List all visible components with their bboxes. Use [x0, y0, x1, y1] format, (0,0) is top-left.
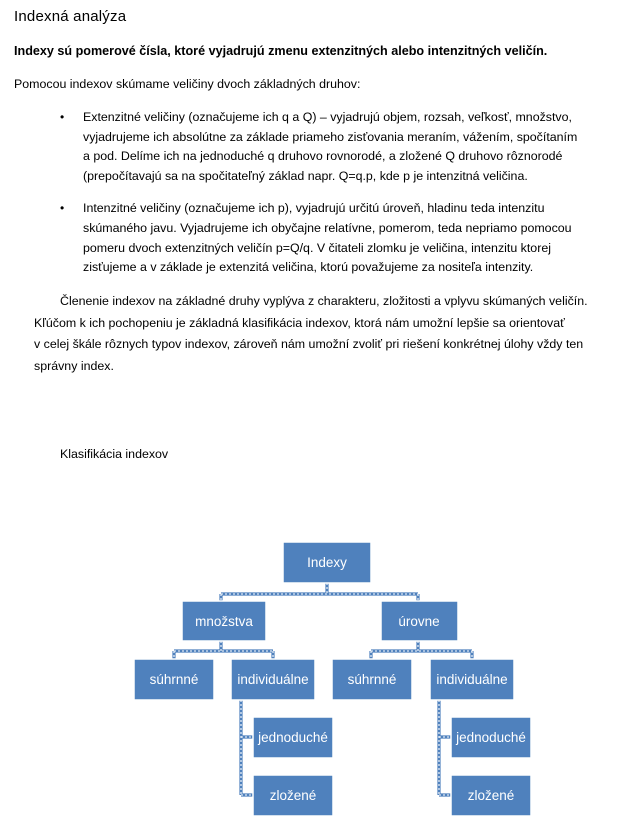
- node-urovne: [381, 601, 458, 641]
- node-label: jednoduché: [456, 730, 526, 745]
- bullet-line: vyjadrujeme ich absolútne za základe priameho zisťovania meraním, vážením, spočítaním: [83, 129, 578, 144]
- paragraph-line: Členenie indexov na základné druhy vyplýva z charakteru, zložitosti a vplyvu skúmaných veličín.: [60, 294, 588, 308]
- definition-text: Indexy sú pomerové čísla, ktoré vyjadrujú zmenu extenzitných alebo intenzitných veličín.: [14, 44, 548, 58]
- paragraph-line: v celej škále rôznych typov indexov, zároveň nám umožní zvoliť pri riešení konkrétnej úlohy vždy ten: [34, 337, 584, 351]
- node-label: zložené: [269, 788, 317, 803]
- bullet-marker: •: [60, 110, 65, 124]
- node-individualne-mnozstva: [231, 659, 315, 700]
- node-zlozene-urovne: [451, 775, 531, 816]
- node-jednoduche-mnozstva: [253, 717, 333, 758]
- page-title: Indexná analýza: [14, 8, 127, 25]
- node-mnozstva: [182, 601, 266, 641]
- node-indexy: [283, 542, 371, 583]
- paragraph-line: Kľúčom k ich pochopeniu je základná klasifikácia indexov, ktorá nám umožní lepšie sa orientovať: [34, 315, 565, 330]
- bullet-line: pomeru dvoch extenzitných veličín p=Q/q. V čitateli zlomku je veličina, intenzitu ktorej: [83, 240, 551, 255]
- bullet-line: Intenzitné veličiny (označujeme ich p), vyjadrujú určitú úroveň, hladinu teda intenzitu: [83, 201, 545, 216]
- node-jednoduche-urovne: [451, 717, 531, 758]
- node-label: individuálne: [436, 672, 508, 687]
- node-label: úrovne: [398, 614, 440, 629]
- bullet-line: skúmaného javu. Vyjadrujeme ich obyčajne relatívne, pomerom, teda nepriamo pomocou: [83, 220, 572, 235]
- bullet-marker: •: [60, 201, 65, 216]
- node-label: individuálne: [237, 672, 309, 687]
- node-suhrnne-mnozstva: [134, 659, 214, 700]
- bullet-line: Extenzitné veličiny (označujeme ich q a Q) – vyjadrujú objem, rozsah, veľkosť, množstvo,: [83, 110, 572, 124]
- node-label: množstva: [195, 614, 253, 629]
- bullet-line: zisťujeme a v základe je extenzitá veličina, ktorú považujeme za nositeľa intenzity.: [83, 260, 534, 275]
- paragraph-line: správny index.: [34, 358, 114, 373]
- node-individualne-urovne: [430, 659, 514, 700]
- intro-text: Pomocou indexov skúmame veličiny dvoch základných druhov:: [14, 77, 361, 91]
- node-label: jednoduché: [258, 730, 328, 745]
- node-label: súhrnné: [149, 672, 199, 687]
- node-label: Indexy: [307, 555, 347, 570]
- node-suhrnne-urovne: [332, 659, 412, 700]
- node-label: zložené: [467, 788, 515, 803]
- bullet-line: (prepočítavajú sa na spočitateľný základ napr. Q=q.p, kde p je intenzitná veličina.: [83, 168, 528, 183]
- bullet-line: a pod. Delíme ich na jednoduché q druhovo rovnorodé, a zložené Q druhovo rôznorodé: [83, 149, 563, 164]
- diagram-caption: Klasifikácia indexov: [60, 447, 169, 461]
- node-label: súhrnné: [347, 672, 397, 687]
- node-zlozene-mnozstva: [253, 775, 333, 816]
